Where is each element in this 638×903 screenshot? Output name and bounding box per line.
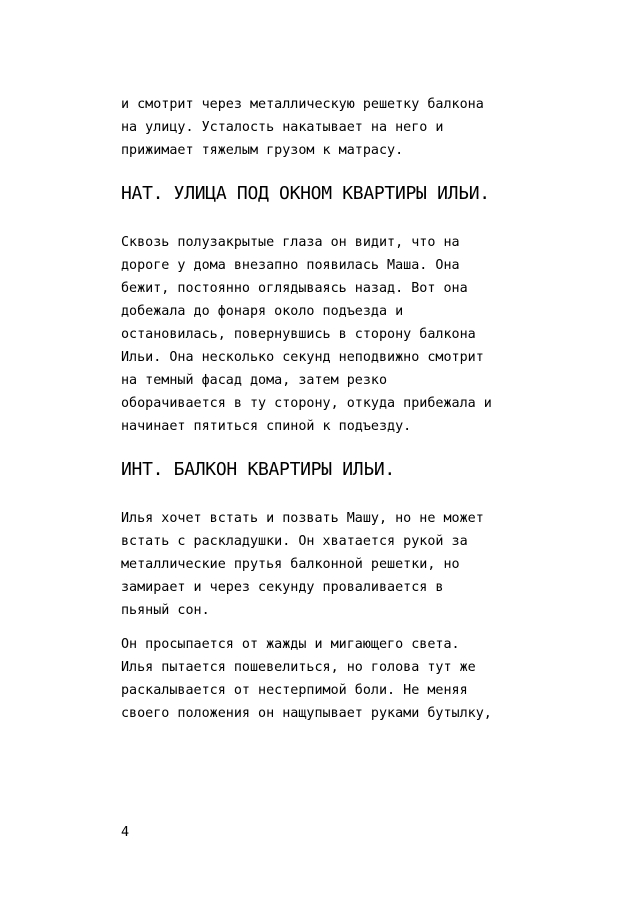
paragraph-line: Ильи. Она несколько секунд неподвижно смотрит [121, 350, 484, 365]
paragraph-line: добежала до фонаря около подъезда и [121, 304, 404, 319]
paragraph-line: оборачивается в ту сторону, откуда прибежала и [121, 396, 492, 411]
scene-heading-1: НАТ. УЛИЦА ПОД ОКНОМ КВАРТИРЫ ИЛЬИ. [121, 183, 490, 204]
paragraph-2 [121, 231, 551, 438]
paragraph-line: на темный фасад дома, затем резко [121, 373, 388, 388]
paragraph-3 [121, 507, 551, 622]
paragraph-line: остановилась, повернувшись в сторону балкона [121, 327, 476, 342]
paragraph-line: дороге у дома внезапно появилась Маша. Она [121, 258, 460, 273]
paragraph-line: на улицу. Усталость накатывает на него и [121, 120, 444, 135]
paragraph-line: бежит, постоянно оглядываясь назад. Вот она [121, 281, 468, 296]
page-content [121, 93, 551, 725]
paragraph-line: своего положения он нащупывает руками бутылку, [121, 706, 492, 721]
paragraph-line: начинает пятиться спиной к подъезду. [121, 419, 412, 434]
paragraph-line: прижимает тяжелым грузом к матрасу. [121, 143, 404, 158]
paragraph-line: раскалывается от нестерпимой боли. Не меняя [121, 683, 468, 698]
paragraph-line: замирает и через секунду проваливается в [121, 580, 444, 595]
paragraph-line: пьяный сон. [121, 603, 210, 618]
paragraph-line: Сквозь полузакрытые глаза он видит, что на [121, 235, 460, 250]
paragraph-line: встать с раскладушки. Он хватается рукой за [121, 534, 468, 549]
scene-heading-2: ИНТ. БАЛКОН КВАРТИРЫ ИЛЬИ. [121, 459, 395, 480]
paragraph-1 [121, 93, 551, 162]
paragraph-line: Илья хочет встать и позвать Машу, но не может [121, 511, 484, 526]
paragraph-line: Он просыпается от жажды и мигающего света. [121, 637, 460, 652]
paragraph-4 [121, 633, 551, 725]
page-number: 4 [121, 825, 130, 840]
paragraph-line: металлические прутья балконной решетки, но [121, 557, 460, 572]
paragraph-line: Илья пытается пошевелиться, но голова тут же [121, 660, 476, 675]
paragraph-line: и смотрит через металлическую решетку балкона [121, 97, 484, 112]
